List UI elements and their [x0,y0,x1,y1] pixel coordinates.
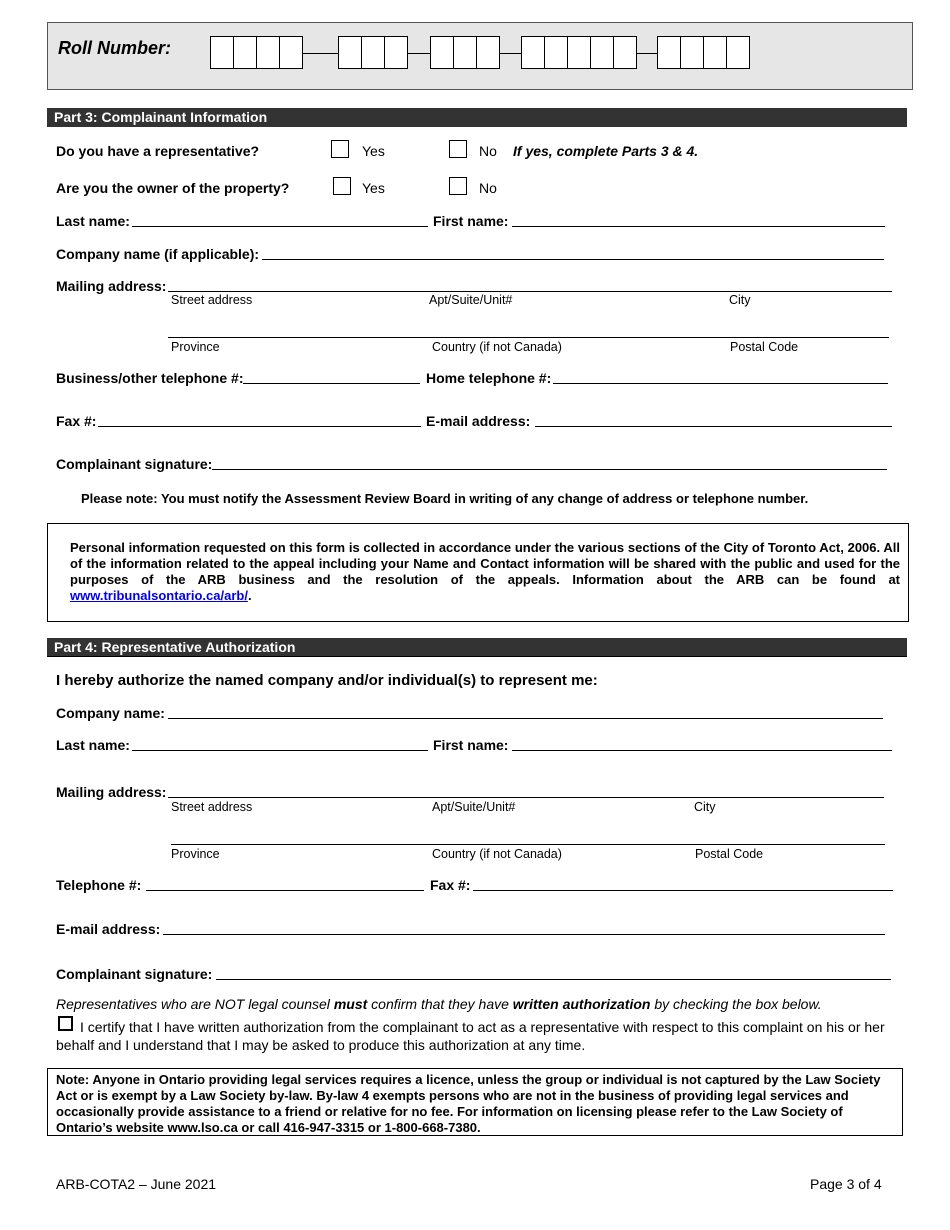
roll-number-digit-box[interactable] [567,36,591,69]
roll-number-digit-box[interactable] [544,36,568,69]
rep-fax-label: Fax #: [430,877,471,893]
signature-field[interactable] [212,469,887,470]
part4-header: Part 4: Representative Authorization [47,638,907,657]
roll-number-digit-box[interactable] [361,36,385,69]
home-phone-label: Home telephone #: [426,370,552,386]
part4-rule [47,656,907,657]
arb-link[interactable]: www.tribunalsontario.ca/arb/ [70,588,248,603]
roll-number-digit-box[interactable] [338,36,362,69]
rep-note-written: written authorization [512,996,651,1012]
signature-label: Complainant signature: [56,456,213,472]
owner-no-label: No [479,180,497,196]
change-notice: Please note: You must notify the Assessment Review Board in writing of any change of address or telephone number. [81,491,809,506]
roll-number-digit-box[interactable] [453,36,477,69]
rep-province-caption: Province [171,847,220,861]
rep-yes-checkbox[interactable] [331,140,349,158]
rep-email-label: E-mail address: [56,921,161,937]
rep-no-checkbox[interactable] [449,140,467,158]
company-name-label: Company name (if applicable): [56,246,260,262]
rep-last-name-label: Last name: [56,737,130,753]
mailing-address-label: Mailing address: [56,278,167,294]
rep-company-field[interactable] [168,718,883,719]
q-owner: Are you the owner of the property? [56,180,290,196]
roll-number-digit-box[interactable] [430,36,454,69]
roll-number-digit-box[interactable] [384,36,408,69]
roll-number-digit-box[interactable] [613,36,637,69]
certify-text: I certify that I have written authorization from the complainant to act as a representative with respect to this complaint on his or her behalf and I understand that I may be asked to produce this authorization at any time. [56,1019,885,1053]
email-field[interactable] [535,426,892,427]
rep-email-field[interactable] [163,934,885,935]
mailing-address-line-2[interactable] [168,337,889,338]
roll-number-label: Roll Number: [58,38,172,58]
roll-number-digit-box[interactable] [256,36,280,69]
roll-number-digit-box[interactable] [726,36,750,69]
roll-number-digit-box[interactable] [476,36,500,69]
business-phone-label: Business/other telephone #: [56,370,244,386]
page-number: Page 3 of 4 [810,1176,882,1192]
roll-number-digit-box[interactable] [233,36,257,69]
rep-note [56,996,822,1012]
if-yes-note: If yes, complete Parts 3 & 4. [513,143,699,159]
business-phone-field[interactable] [243,383,420,384]
roll-number-dash [499,53,521,54]
last-name-field[interactable] [132,226,428,227]
rep-mailing-line-2[interactable] [171,844,885,845]
province-caption: Province [171,340,220,354]
rep-company-label: Company name: [56,705,165,721]
rep-note-part-1: Representatives who are NOT legal counsel [56,996,334,1012]
fax-field[interactable] [98,426,421,427]
rep-mailing-label: Mailing address: [56,784,167,800]
rep-telephone-label: Telephone #: [56,877,142,893]
postal-caption: Postal Code [730,340,799,354]
rep-first-name-label: First name: [433,737,509,753]
rep-street-caption: Street address [171,800,253,814]
country-caption: Country (if not Canada) [432,340,562,354]
privacy-box [47,523,909,622]
rep-note-part-2: confirm that they have [367,996,513,1012]
law-note-text: Note: Anyone in Ontario providing legal services requires a licence, unless the group or individual is not captured by the Law Society Act or is exempt by a Law Society by-law. By-law 4 exempts persons who are not in the business of providing legal services and occasionally provide assistance to a friend or relative for no fee. For information on licensing please refer to the Law Society of Ontario’s website www.lso.ca or call 416-947-3315 or 1-800-668-7380. [56,1072,881,1135]
owner-yes-checkbox[interactable] [333,177,351,195]
part3-header: Part 3: Complainant Information [47,108,907,127]
rep-country-caption: Country (if not Canada) [432,847,562,861]
rep-signature-label: Complainant signature: [56,966,213,982]
form-id: ARB-COTA2 – June 2021 [56,1176,217,1192]
company-name-field[interactable] [262,259,884,260]
q-representative: Do you have a representative? [56,143,260,159]
city-caption: City [729,293,751,307]
rep-postal-caption: Postal Code [695,847,764,861]
roll-number-digit-box[interactable] [657,36,681,69]
rep-yes-label: Yes [362,143,385,159]
fax-label: Fax #: [56,413,97,429]
rep-no-label: No [479,143,497,159]
roll-number-dash [636,53,657,54]
rep-mailing-line-1[interactable] [168,797,884,798]
rep-telephone-field[interactable] [146,890,424,891]
owner-yes-label: Yes [362,180,385,196]
street-address-caption: Street address [171,293,253,307]
mailing-address-line-1[interactable] [168,291,892,292]
roll-number-digit-box[interactable] [703,36,727,69]
rep-last-name-field[interactable] [132,750,428,751]
authorize-statement: I hereby authorize the named company and/or individual(s) to represent me: [56,672,598,689]
privacy-end: . [247,588,252,603]
first-name-field[interactable] [512,226,885,227]
roll-number-digit-box[interactable] [521,36,545,69]
roll-number-digit-box[interactable] [680,36,704,69]
roll-number-digit-box[interactable] [590,36,614,69]
privacy-body: Personal information requested on this form is collected in accordance under the various sections of the City of Toronto Act, 2006. All of the information related to the appeal including your Name and Contact information will be shared with the public and used for the purposes of the ARB business and the resolution of the appeals. Information about the ARB can be found at [70,540,900,587]
first-name-label: First name: [433,213,509,229]
privacy-text [70,540,900,604]
roll-number-dash [302,53,338,54]
roll-number-digit-box[interactable] [279,36,303,69]
rep-signature-field[interactable] [216,979,891,980]
rep-fax-field[interactable] [473,890,893,891]
rep-first-name-field[interactable] [512,750,892,751]
rep-note-must: must [333,996,368,1012]
roll-number-digit-box[interactable] [210,36,234,69]
rep-apt-caption: Apt/Suite/Unit# [432,800,516,814]
email-label: E-mail address: [426,413,531,429]
apt-caption: Apt/Suite/Unit# [429,293,513,307]
rep-note-part-3: by checking the box below. [650,996,822,1012]
rep-city-caption: City [694,800,716,814]
owner-no-checkbox[interactable] [449,177,467,195]
home-phone-field[interactable] [553,383,888,384]
law-note-box [47,1068,903,1136]
last-name-label: Last name: [56,213,130,229]
roll-number-dash [407,53,430,54]
